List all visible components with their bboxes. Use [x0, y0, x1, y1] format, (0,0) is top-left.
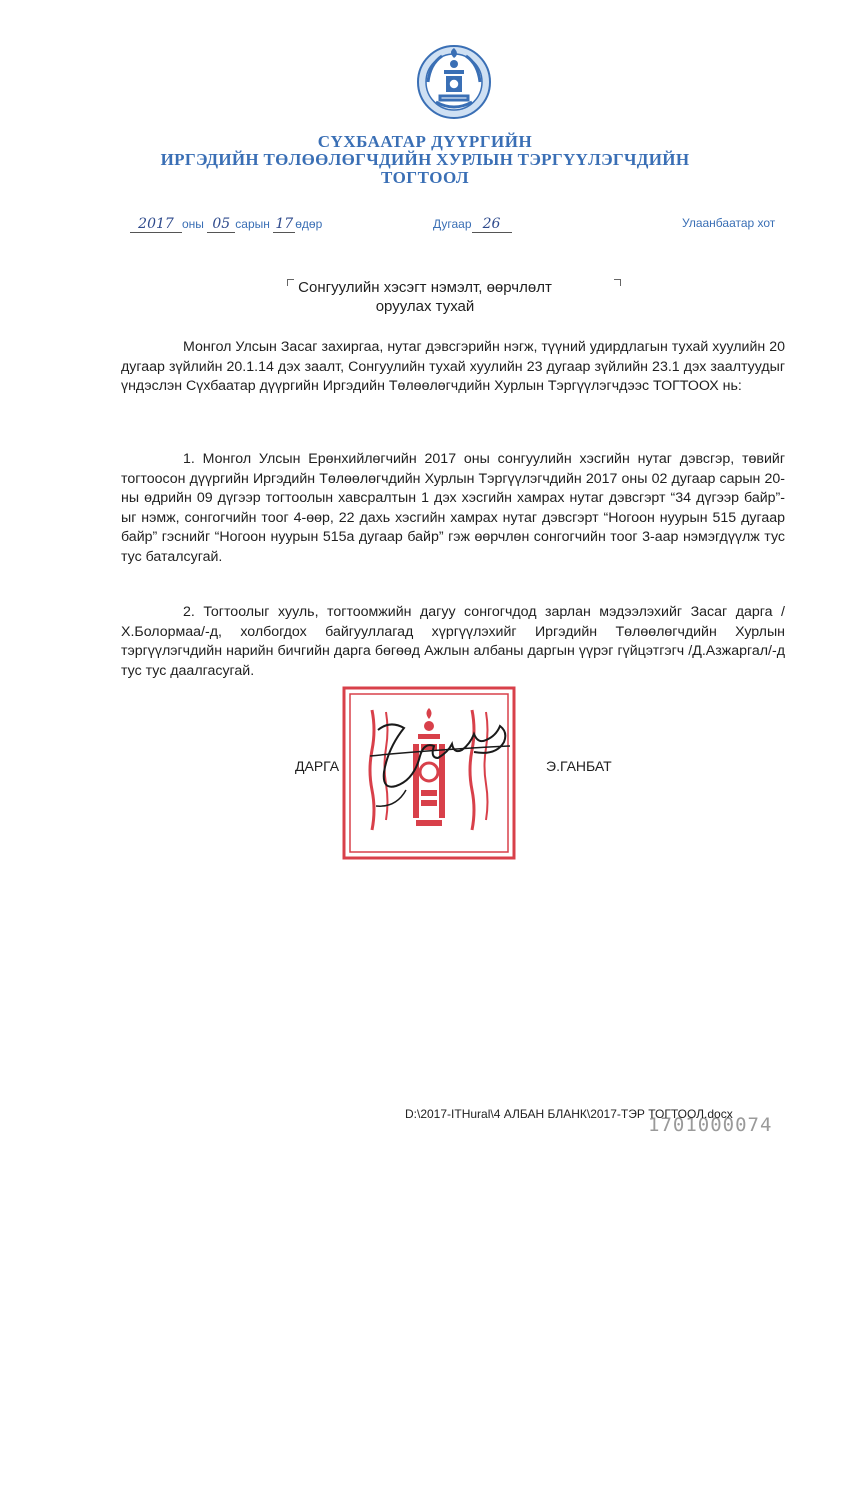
date-month-suffix: сарын — [235, 217, 270, 231]
signatory-name: Э.ГАНБАТ — [546, 758, 612, 774]
date-day-suffix: өдөр — [295, 217, 323, 231]
date-year: 2017 — [130, 216, 182, 233]
document-number: 26 — [472, 216, 512, 233]
subject-line-1: Сонгуулийн хэсэгт нэмэлт, өөрчлөлт — [298, 279, 552, 296]
number-label: Дугаар — [433, 217, 472, 231]
document-subject — [0, 278, 850, 316]
handwritten-signature — [356, 710, 526, 820]
date-day: 17 — [273, 216, 295, 233]
registration-stamp-code: 1701000074 — [648, 1114, 773, 1136]
place-field: Улаанбаатар хот — [682, 216, 776, 230]
signatory-title: ДАРГА — [295, 758, 340, 774]
date-field — [130, 216, 322, 233]
header-district: СҮХБААТАР ДҮҮРГИЙН — [317, 132, 533, 151]
subject-line-2: оруулах тухай — [375, 298, 475, 315]
date-month: 05 — [207, 216, 235, 233]
state-emblem-icon — [414, 40, 494, 124]
number-field — [433, 216, 512, 233]
file-path: D:\2017-ITHural\4 АЛБАН БЛАНК\2017-ТЭР ТОГТООЛ.docx — [405, 1107, 733, 1121]
resolution-item-1: 1. Монгол Улсын Ерөнхийлөгчийн 2017 оны сонгуулийн хэсгийн нутаг дэвсгэр, төвийг тогтоосон дүүргийн Иргэдийн Төлөөлөгчдийн Хурлын Тэргүүлэгчдийн 2017 оны 02 дугаар сарын 20-ны өдрийн 09 дүгээр тогтоолын хавсралтын 1 дэх хэсгийн хамрах нутаг дэвсгэрт “34 дүгээр байр”-ыг нэмж, сонгогчийн тоог 4-өөр, 22 дахь хэсгийн хамрах нутаг дэвсгэрт “Ногоон нуурын 515 дугаар байр” гэснийг “Ногоон нуурын 515а дугаар байр” гэж өөрчлөн сонгогчийн тоог 3-аар нэмэгдүүлж тус тус баталсугай. — [121, 451, 785, 565]
date-year-suffix: оны — [182, 217, 204, 231]
header-doc-type: ТОГТООЛ — [380, 168, 470, 187]
resolution-item-2: 2. Тогтоолыг хууль, тогтоомжийн дагуу сонгогчдод зарлан мэдээлэхийг Засаг дарга /Х.Болормаа/-д, холбогдох байгууллагад хүргүүлэхийг Иргэдийн Төлөөлөгчдийн Хурлын тэргүүлэгчдийн нарийн бичгийн дарга бөгөөд Ажлын албаны даргын үүрэг гүйцэтгэгч /Д.Азжаргал/-д тус тус даалгасугай. — [121, 604, 785, 679]
header-council: ИРГЭДИЙН ТӨЛӨӨЛӨГЧДИЙН ХУРЛЫН ТЭРГҮҮЛЭГЧДИЙН — [160, 150, 690, 169]
preamble-paragraph: Монгол Улсын Засаг захиргаа, нутаг дэвсгэрийн нэгж, түүний удирдлагын тухай хуулийн 20 дугаар зүйлийн 20.1.14 дэх заалт, Сонгуулийн тухай хуулийн 23 дугаар зүйлийн 23.1 дэх заалтуудыг үндэслэн Сүхбаатар дүүргийн Иргэдийн Төлөөлөгчдийн Хурлын Тэргүүлэгчдээс ТОГТООХ нь: — [121, 339, 785, 394]
